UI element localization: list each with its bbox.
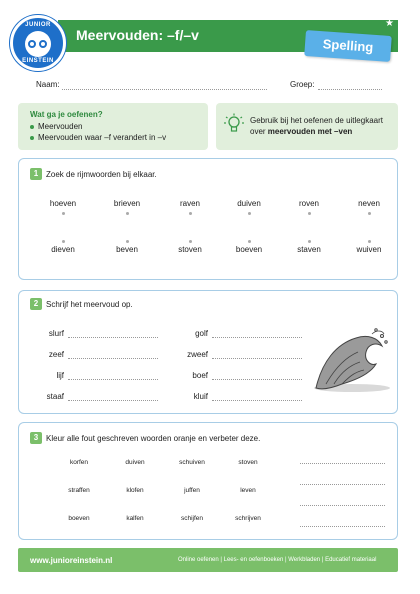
footer-links xyxy=(178,557,376,563)
connect-dot[interactable] xyxy=(248,240,251,243)
footer-link[interactable]: Lees- en oefenboeken xyxy=(223,557,284,563)
check-word[interactable]: duiven xyxy=(125,459,145,466)
spelling-badge: Spelling xyxy=(304,30,392,62)
singular-word: golf xyxy=(195,329,208,338)
singular-word: kluif xyxy=(193,392,208,401)
rhyme-word-bottom: wuiven xyxy=(356,245,382,254)
rhyme-word-top: brieven xyxy=(113,199,141,208)
page-title: Meervouden: –f/–v xyxy=(76,27,199,43)
singular-word: slurf xyxy=(48,329,64,338)
group-label: Groep: xyxy=(290,80,315,89)
check-word[interactable]: kalfen xyxy=(126,515,144,522)
check-word[interactable]: boeven xyxy=(68,515,90,522)
rhyme-word-bottom: boeven xyxy=(235,245,263,254)
connect-dot[interactable] xyxy=(248,212,251,215)
check-word[interactable]: stoven xyxy=(238,459,258,466)
answer-line[interactable] xyxy=(212,358,302,359)
connect-dot[interactable] xyxy=(308,240,311,243)
rhyme-word-top: neven xyxy=(358,199,380,208)
footer-link[interactable]: Werkbladen xyxy=(288,557,321,563)
footer-separator: | xyxy=(283,557,289,563)
exercise-2-instruction: Schrijf het meervoud op. xyxy=(46,300,133,309)
check-word[interactable]: korfen xyxy=(69,459,89,466)
connect-dot[interactable] xyxy=(126,240,129,243)
connect-dot[interactable] xyxy=(189,212,192,215)
check-word[interactable]: straffen xyxy=(68,487,90,494)
rhyme-word-top: raven xyxy=(179,199,200,208)
junior-einstein-logo xyxy=(10,15,66,71)
rhyme-word-top: duiven xyxy=(237,199,261,208)
connect-dot[interactable] xyxy=(368,212,371,215)
singular-word: zweef xyxy=(187,350,208,359)
rhyme-word-bottom: dieven xyxy=(51,245,75,254)
connect-dot[interactable] xyxy=(189,240,192,243)
singular-word: zeef xyxy=(48,350,64,359)
name-field[interactable] xyxy=(62,89,267,90)
check-word[interactable]: schuiven xyxy=(179,459,205,466)
lightbulb-icon xyxy=(224,113,244,137)
bullet-icon xyxy=(30,136,34,140)
rhyme-word-bottom: beven xyxy=(116,245,138,254)
footer-link[interactable]: Online oefenen xyxy=(178,557,219,563)
exercise-3-instruction: Kleur alle fout geschreven woorden oranje en verbeter deze. xyxy=(46,434,261,443)
rhyme-word-bottom: staven xyxy=(297,245,321,254)
answer-line[interactable] xyxy=(68,379,158,380)
goal-item: Meervouden waar –f verandert in –v xyxy=(30,133,166,142)
correction-line[interactable] xyxy=(300,463,385,464)
check-word[interactable]: leven xyxy=(240,487,256,494)
rhyme-word-bottom: stoven xyxy=(178,245,202,254)
answer-line[interactable] xyxy=(68,337,158,338)
exercise-3-number: 3 xyxy=(30,432,42,444)
singular-word: lijf xyxy=(56,371,64,380)
rhyme-word-top: roven xyxy=(298,199,319,208)
correction-line[interactable] xyxy=(300,526,385,527)
bullet-icon xyxy=(30,125,34,129)
connect-dot[interactable] xyxy=(308,212,311,215)
logo-text-bottom: EINSTEIN xyxy=(22,58,54,64)
check-word[interactable]: juffen xyxy=(184,487,200,494)
footer-url-link[interactable]: www.junioreinstein.nl xyxy=(30,556,113,565)
check-word[interactable]: schrijven xyxy=(235,515,261,522)
footer-separator: | xyxy=(218,557,224,563)
footer-link[interactable]: Educatief materiaal xyxy=(325,557,377,563)
correction-line[interactable] xyxy=(300,484,385,485)
singular-word: staaf xyxy=(46,392,64,401)
tip-text: Gebruik bij het oefenen de uitlegkaart over meervouden met –ven xyxy=(250,116,383,136)
goal-item: Meervouden xyxy=(30,122,82,131)
connect-dot[interactable] xyxy=(62,212,65,215)
answer-line[interactable] xyxy=(212,400,302,401)
goals-title: Wat ga je oefenen? xyxy=(30,110,103,119)
answer-line[interactable] xyxy=(212,337,302,338)
group-field[interactable] xyxy=(318,89,382,90)
exercise-1-number: 1 xyxy=(30,168,42,180)
logo-face-icon xyxy=(25,31,51,57)
singular-word: boef xyxy=(192,371,208,380)
exercise-2-number: 2 xyxy=(30,298,42,310)
check-word[interactable]: schijfen xyxy=(180,515,204,522)
name-label: Naam: xyxy=(36,80,60,89)
connect-dot[interactable] xyxy=(62,240,65,243)
star-icon: ★ xyxy=(385,18,394,29)
answer-line[interactable] xyxy=(68,358,158,359)
check-word[interactable]: klofen xyxy=(126,487,144,494)
logo-text-top: JUNIOR xyxy=(25,22,51,28)
footer-separator: | xyxy=(320,557,326,563)
rhyme-word-top: hoeven xyxy=(49,199,77,208)
answer-line[interactable] xyxy=(68,400,158,401)
connect-dot[interactable] xyxy=(126,212,129,215)
exercise-1-instruction: Zoek de rijmwoorden bij elkaar. xyxy=(46,170,157,179)
wave-illustration xyxy=(312,322,392,394)
connect-dot[interactable] xyxy=(368,240,371,243)
correction-line[interactable] xyxy=(300,505,385,506)
answer-line[interactable] xyxy=(212,379,302,380)
